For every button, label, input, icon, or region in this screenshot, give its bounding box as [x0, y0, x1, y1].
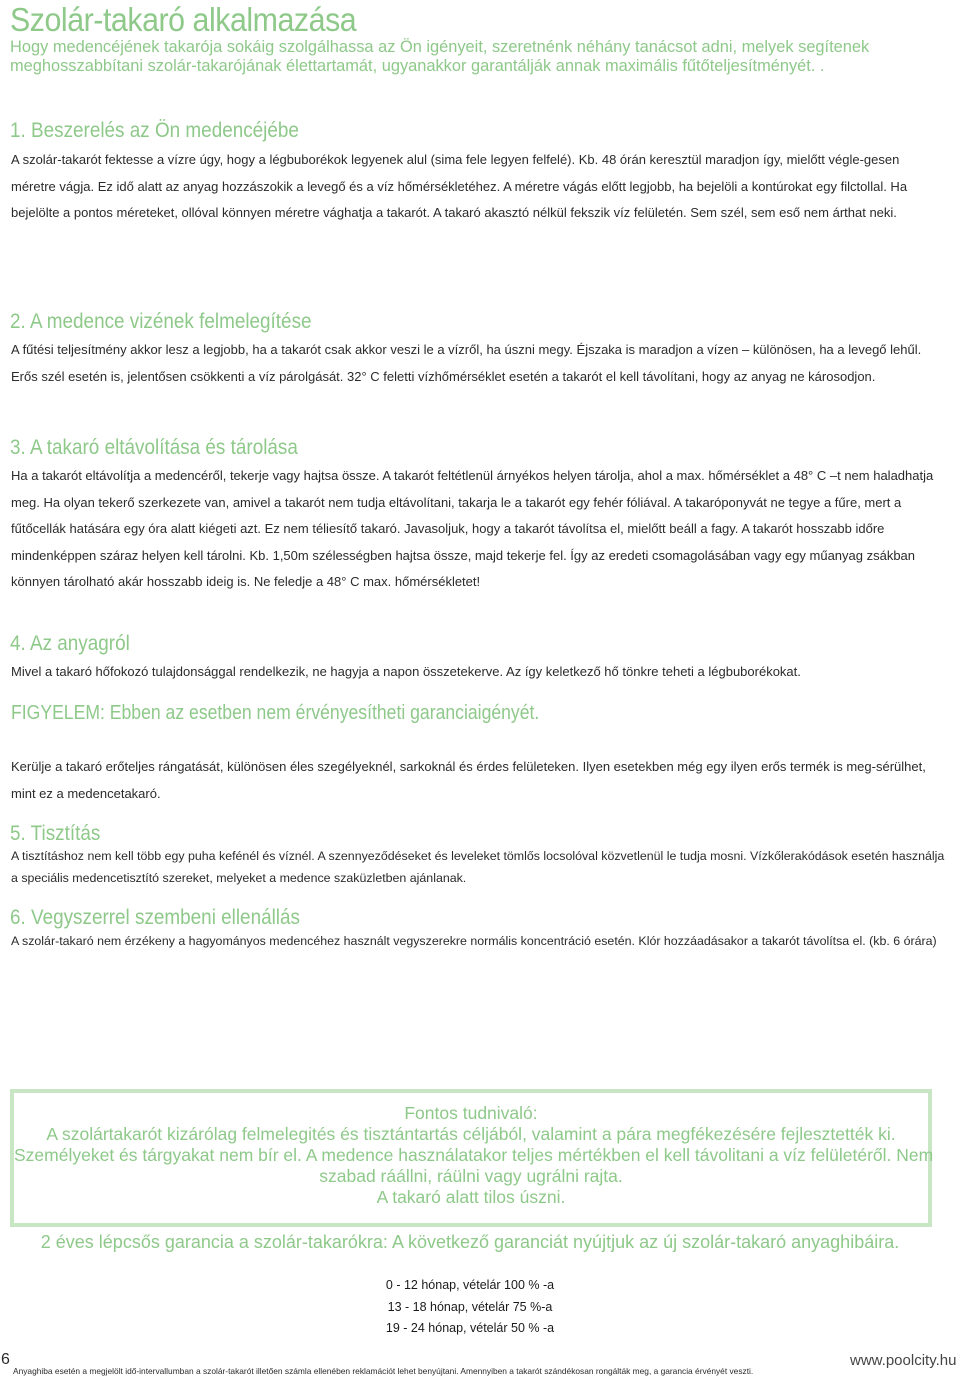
notice-lead: Fontos tudnivaló:: [404, 1103, 538, 1123]
guarantee-heading: 2 éves lépcsős garancia a szolár-takarókra: A következő garanciát nyújtjuk az új szolár-takaró anyaghibáira.: [40, 1232, 900, 1252]
section-6-heading: 6. Vegyszerrel szembeni ellenállás: [10, 906, 300, 929]
guarantee-row: 0 - 12 hónap, vételár 100 % -a: [385, 1278, 555, 1292]
warning-text: Kerülje a takaró erőteljes rángatását, különösen éles szegélyeknél, sarkoknál és érdes felületeken. Ilyen esetekben még egy ilyen erős termék is meg-sérülhet, mint ez a medencetakaró.: [11, 759, 926, 801]
notice-line-3: szabad ráállni, ráülni vagy ugrálni rajta.: [319, 1166, 623, 1186]
page-number: 6: [1, 1351, 10, 1368]
section-4-text: Mivel a takaró hőfokozó tulajdonsággal rendelkezik, ne hagyja a napon összetekerve. Az így keletkező hő tönkre teheti a légbuborékokat.: [11, 664, 801, 679]
page-title: Szolár-takaró alkalmazása: [10, 1, 357, 38]
website-link[interactable]: www.poolcity.hu: [850, 1352, 957, 1369]
warning-heading: FIGYELEM: Ebben az esetben nem érvényesítheti garanciaigényét.: [11, 702, 540, 724]
guarantee-row: 13 - 18 hónap, vételár 75 %-a: [387, 1299, 553, 1314]
section-5-heading: 5. Tisztítás: [10, 822, 101, 845]
section-3-heading: 3. A takaró eltávolítása és tárolása: [10, 436, 298, 459]
section-1-text: A szolár-takarót fektesse a vízre úgy, hogy a légbuborékok legyenek alul (sima fele legyen felfelé). Kb. 48 órán keresztül maradjon így, mielőtt végle-gesen méretre vágja. Ez idő alatt az anyag hozzászokik a levegő és a víz hőmérsékletéhez. A méretre vágás előtt legjobb, ha bejelöli a kontúrokat egy filctollal. Ha bejelölte a pontos méreteket, ollóval könnyen méretre vághatja a takarót. A takaró akasztó nélkül fekszik víz felületén. Sem szél, sem eső nem árthat neki.: [11, 152, 908, 220]
footer-note: Anyaghiba esetén a megjelölt idő-intervallumban a szolár-takarót illetően számla ellenében reklamációt lehet benyújtani. Amennyiben a takarót szándékosan rongálták meg, a garancia érvényét veszti.: [13, 1366, 754, 1376]
guarantee-table: [340, 1275, 600, 1340]
notice-line-4: A takaró alatt tilos úszni.: [376, 1187, 566, 1207]
section-6-text: A szolár-takaró nem érzékeny a hagyományos medencéhez használt vegyszerekre normális koncentráció esetén. Klór hozzáadásakor a takarót távolítsa el. (kb. 6 órára): [11, 934, 937, 948]
section-5-text: A tisztításhoz nem kell több egy puha kefénél és víznél. A szennyeződéseket és leveleket tömlős locsolóval közvetlenül le tudja mosni. Vízkőlerakódások esetén használja a speciális medencetisztító szereket, melyeket a medence szaküzletben ajánlanak.: [11, 849, 945, 885]
section-2-text: A fűtési teljesítmény akkor lesz a legjobb, ha a takarót csak akkor veszi le a vízről, ha úszni megy. Éjszaka is maradjon a vízen – különösen, ha a levegő lehűl. Erős szél esetén is, jelentősen csökkenti a víz párolgását. 32° C feletti vízhőmérséklet esetén a takarót el kell távolítani, hogy az anyag ne károsodjon.: [11, 342, 922, 384]
section-3-text: Ha a takarót eltávolítja a medencéről, tekerje vagy hajtsa össze. A takarót feltétlenül árnyékos helyen tárolja, ahol a max. hőmérséklet a 48° C –t nem haladhatja meg. Ha olyan tekerő szerkezete van, amivel a takarót nem tudja eltávolítani, takarja le a takarót egy fehér fóliával. A takaróponyvát ne tegye a fűre, mert a fűtőcellák hatására egy óra alatt kiégeti azt. Ez nem téliesítő takaró. Javasoljuk, hogy a takarót távolítsa el, mielőtt beáll a fagy. A takarót hosszabb időre mindenképpen száraz helyen kell tárolni. Kb. 1,50m szélességben hajtsa össze, majd tekerje fel. Így az eredeti csomagolásában vagy egy műanyag zsákban könnyen tárolható akár hosszabb ideig is. Ne feledje a 48° C max. hőmérsékletet!: [11, 468, 934, 589]
guarantee-row: 19 - 24 hónap, vételár 50 % -a: [385, 1321, 555, 1335]
section-4-heading: 4. Az anyagról: [10, 632, 130, 655]
section-2-heading: 2. A medence vizének felmelegítése: [10, 310, 312, 333]
section-1-heading: 1. Beszerelés az Ön medencéjébe: [10, 119, 299, 142]
intro-text: Hogy medencéjének takarója sokáig szolgálhassa az Ön igényeit, szeretnénk néhány tanácsot adni, melyek segítenek meghosszabbítani szolár-takarójának élettartamát, ugyanakkor garantálják annak maximális fűtőteljesítményét. .: [10, 38, 870, 75]
notice-line-1: A szolártakarót kizárólag felmelegités és tisztántartás céljából, valamint a pára megfékezésére fejlesztették ki.: [46, 1124, 896, 1144]
notice-box: [10, 1089, 932, 1227]
notice-line-2: Személyeket és tárgyakat nem bír el. A medence használatakor teljes mértékben el kell távolitani a víz felületéről. Nem: [14, 1145, 934, 1165]
